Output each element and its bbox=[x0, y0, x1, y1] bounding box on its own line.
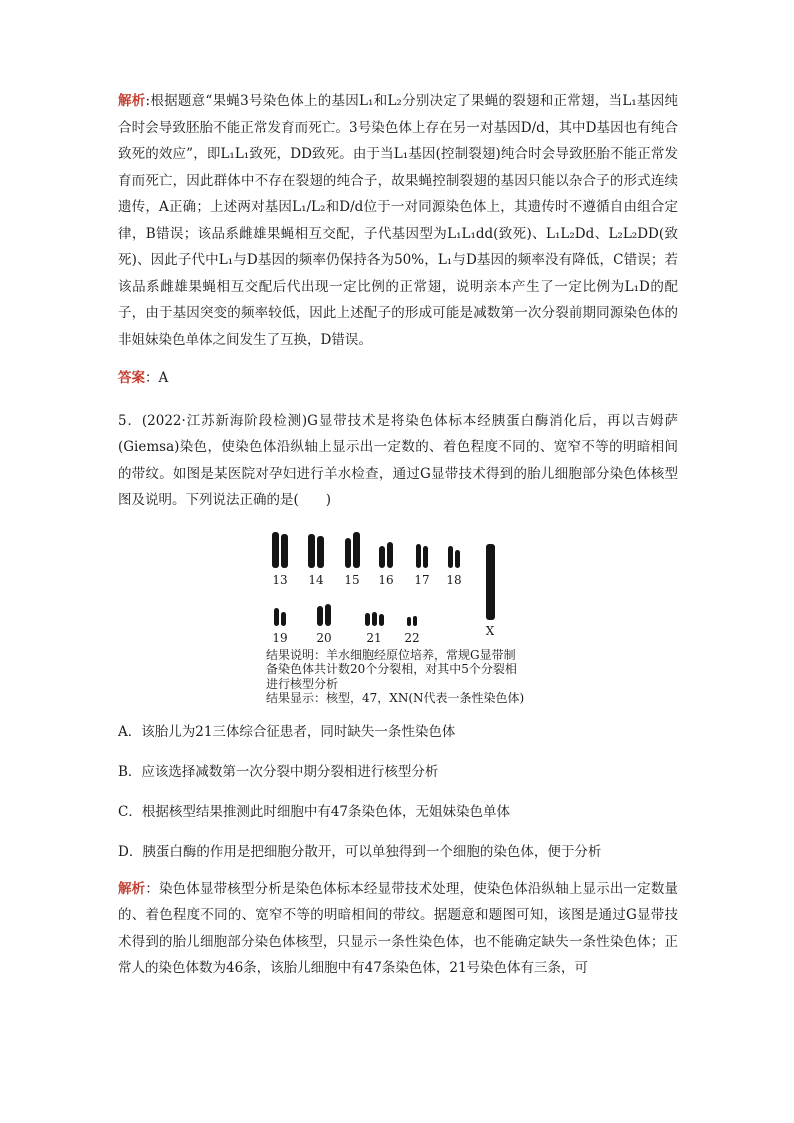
chromosome-label: 14 bbox=[308, 572, 324, 587]
chromosome-17 bbox=[404, 528, 440, 588]
question-5-stem: 5．(2022·江苏新海阶段检测)G显带技术是将染色体标本经胰蛋白酶消化后，再以吉姆萨(Giemsa)染色，使染色体沿纵轴上显示出一定数的、着色程度不同的、宽窄不等的明暗相间的带纹。如图是某医院对孕妇进行羊水检查，通过G显带技术得到的胎儿细胞部分染色体核型图及说明。下列说法正确的是( ) bbox=[118, 412, 678, 508]
analysis-text-2: ：染色体显带核型分析是染色体标本经显带技术处理，使染色体沿纵轴上显示出一定数量的、着色程度不同的、宽窄不等的明暗相间的带纹。据题意和题图可知，该图是通过G显带技术得到的胎儿细胞部分染色体核型，只显示一条性染色体，也不能确定缺失一条性染色体；正常人的染色体数为46条，该胎儿细胞中有47条染色体，21号染色体有三条，可 bbox=[118, 880, 679, 976]
analysis-text: :根据题意“果蝇3号染色体上的基因L₁和L₂分别决定了果蝇的裂翅和正常翅，当L₁基因纯合时会导致胚胎不能正常发育而死亡。3号染色体上存在另一对基因D/d，其中D基因也有纯合致死的效应”，即L₁L₁致死，DD致死。由于当L₁基因(控制裂翅)纯合时会导致胚胎不能正常发育而死亡，因此群体中不存在裂翅的纯合子，故果蝇控制裂翅的基因只能以杂合子的形式连续遗传，A正确；上述两对基因L₁/L₂和D/d位于一对同源染色体上，其遗传时不遵循自由组合定律，B错误；该品系雌雄果蝇相互交配，子代基因型为L₁L₁dd(致死)、L₁L₂Dd、L₂L₂DD(致死)、因此子代中L₁与D基因的频率仍保持各为50%，L₁与D基因的频率没有降低，C错误；若该品系雌雄果蝇相互交配后代出现一定比例的正常翅，说明亲本产生了一定比例为L₁D的配子，由于基因突变的频率较低，因此上述配子的形成可能是减数第一次分裂前期同源染色体的非姐妹染色单体之间发生了互换，D错误。 bbox=[118, 93, 678, 348]
caption-line: 结果说明：羊水细胞经原位培养，常规G显带制 bbox=[266, 647, 516, 662]
karyotype-figure bbox=[258, 524, 548, 714]
chromosome-label: 13 bbox=[272, 572, 288, 587]
chromosome-label: 16 bbox=[378, 572, 394, 587]
chromosome-label: 17 bbox=[414, 572, 430, 587]
analysis-label-2: 解析 bbox=[118, 880, 146, 897]
option-a: A．该胎儿为21三体综合征患者，同时缺失一条性染色体 bbox=[118, 723, 456, 740]
answer-line bbox=[118, 365, 678, 392]
caption-line: 结果显示：核型，47，XN(N代表一条性染色体) bbox=[266, 691, 525, 705]
chromosome-label: 22 bbox=[404, 630, 420, 645]
answer-text: ：A bbox=[145, 370, 169, 386]
chromosome-label: 21 bbox=[366, 630, 382, 645]
caption-line: 备染色体共计数20个分裂相，对其中5个分裂相 bbox=[266, 662, 517, 676]
analysis-paragraph-2 bbox=[118, 876, 678, 982]
chromosome-18 bbox=[436, 528, 472, 588]
chromosome-19 bbox=[262, 586, 298, 646]
analysis-label: 解析 bbox=[118, 93, 146, 109]
chromosome-13 bbox=[262, 528, 298, 588]
document-page bbox=[118, 88, 678, 982]
chromosome-15 bbox=[334, 528, 370, 588]
chromosome-label: X bbox=[485, 623, 495, 638]
option-d: D．胰蛋白酶的作用是把细胞分散开，可以单独得到一个细胞的染色体，便于分析 bbox=[118, 843, 602, 860]
chromosome-label: 19 bbox=[272, 630, 288, 645]
chromosome-21-trisomy bbox=[350, 586, 398, 646]
option-b: B．应该选择减数第一次分裂中期分裂相进行核型分析 bbox=[118, 763, 439, 780]
chromosome-label: 18 bbox=[446, 572, 462, 587]
chromosome-20 bbox=[306, 586, 342, 646]
analysis-paragraph bbox=[118, 88, 678, 353]
chromosome-22 bbox=[394, 586, 430, 646]
chromosome-x bbox=[480, 544, 500, 638]
chromosome-16 bbox=[368, 528, 404, 588]
option-c: C．根据核型结果推测此时细胞中有47条染色体，无姐妹染色单体 bbox=[118, 803, 511, 820]
chromosome-label: 20 bbox=[316, 630, 332, 645]
figure-caption bbox=[266, 648, 556, 706]
caption-line: 进行核型分析 bbox=[266, 676, 339, 691]
chromosome-14 bbox=[298, 528, 334, 588]
answer-label: 答案 bbox=[118, 370, 145, 386]
chromosome-label: 15 bbox=[344, 572, 360, 587]
